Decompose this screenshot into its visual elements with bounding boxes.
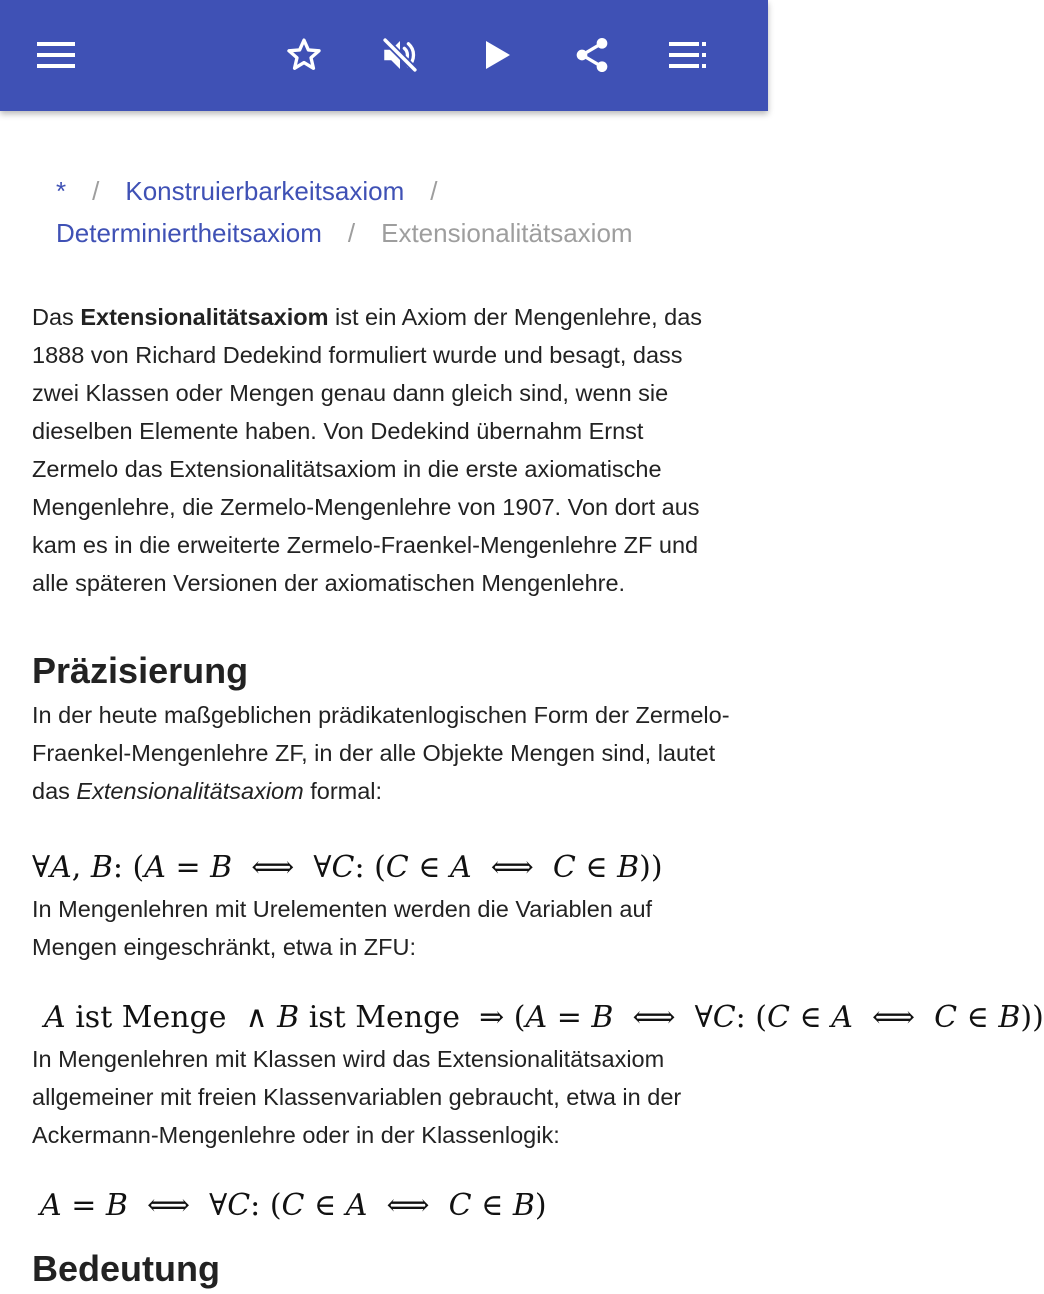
section-heading-bedeutung: Bedeutung: [32, 1248, 220, 1289]
intro-bold-term: Extensionalitätsaxiom: [80, 304, 329, 330]
intro-paragraph: [32, 298, 736, 602]
menu-icon[interactable]: [24, 23, 88, 87]
paragraph-text: formal:: [303, 778, 383, 804]
breadcrumb-separator: /: [92, 176, 100, 206]
playlist-icon[interactable]: [656, 23, 720, 87]
breadcrumb-item-konstruierbarkeitsaxiom[interactable]: Konstruierbarkeitsaxiom: [125, 176, 405, 206]
volume-off-icon[interactable]: [368, 23, 432, 87]
breadcrumb-separator: /: [430, 176, 438, 206]
breadcrumb-current: Extensionalitätsaxiom: [381, 218, 633, 248]
italic-term: Extensionalitätsaxiom: [76, 778, 304, 804]
share-icon[interactable]: [560, 23, 624, 87]
formula-extensionality-zfu: A ist Menge ∧ B ist Menge ⇒ (A = B ⟺ ∀C: (C ∈ A ⟺ C ∈ B)): [44, 1000, 1044, 1035]
section-heading-praezisierung: Präzisierung: [32, 650, 249, 691]
breadcrumb-separator: /: [347, 218, 356, 248]
paragraph-formal-form: [32, 696, 736, 810]
paragraph-classes: In Mengenlehren mit Klassen wird das Extensionalitätsaxiom allgemeiner mit freien Klassenvariablen gebraucht, etwa in der Ackermann-Mengenlehre oder in der Klassenlogik:: [32, 1046, 682, 1148]
formula-extensionality-classes: A = B ⟺ ∀C: (C ∈ A ⟺ C ∈ B): [40, 1188, 547, 1223]
intro-text: Das: [32, 304, 81, 330]
app-bar: [0, 0, 768, 111]
paragraph-urelements: In Mengenlehren mit Urelementen werden die Variablen auf Mengen eingeschränkt, etwa in ZFU:: [32, 896, 653, 960]
star-icon[interactable]: [272, 23, 336, 87]
breadcrumb-item-determiniertheitsaxiom[interactable]: Determiniertheitsaxiom: [56, 218, 322, 248]
play-icon[interactable]: [466, 23, 530, 87]
intro-text: ist ein Axiom der Mengenlehre, das 1888 von Richard Dedekind formuliert wurde und besagt, dass zwei Klassen oder Mengen genau dann gleich sind, wenn sie dieselben Elemente haben. Von Dedekind übernahm Ernst Zermelo das Extensionalitätsaxiom in die erste axiomatische Mengenlehre, die Zermelo-Mengenlehre von 1907. Von dort aus kam es in die erweiterte Zermelo-Fraenkel-Mengenlehre ZF und alle späteren Versionen der axiomatischen Mengenlehre.: [32, 304, 703, 596]
breadcrumb-item-root[interactable]: *: [56, 176, 67, 206]
formula-extensionality-zf: ∀A, B: (A = B ⟺ ∀C: (C ∈ A ⟺ C ∈ B)): [32, 850, 663, 885]
paragraph-text: In der heute maßgeblichen prädikatenlogischen Form der Zermelo-Fraenkel-Mengenlehre ZF, in der alle Objekte Mengen sind, lautet das: [32, 702, 730, 804]
breadcrumb: [32, 170, 736, 254]
article-content: [32, 170, 1044, 1294]
